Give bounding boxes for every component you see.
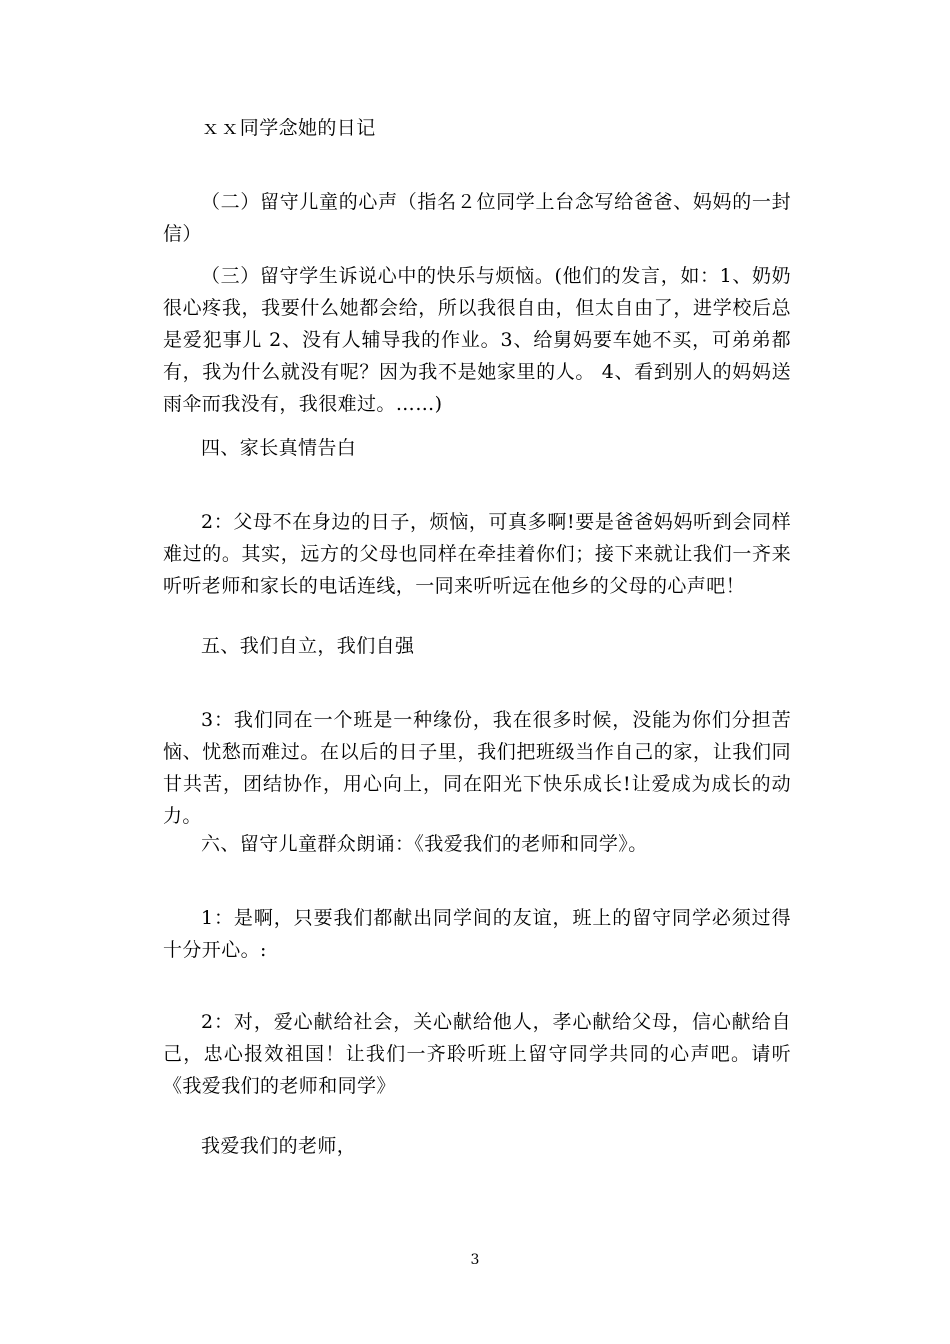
heading-section-5-self-reliance: 五、我们自立，我们自强 — [201, 635, 415, 657]
paragraph-classmate-diary: ｘｘ同学念她的日记 — [201, 117, 376, 139]
paragraph-speaker-2-parents: 2：父母不在身边的日子，烦恼，可真多啊!要是爸爸妈妈听到会同样难过的。其实，远方的父母也同样在牵挂着你们；接下来就让我们一齐来听听老师和家长的电话连线，一同来听听远在他乡的父母的心声吧！ — [163, 511, 791, 597]
paragraph-poem-first-line: 我爱我们的老师， — [201, 1135, 357, 1157]
heading-section-6-recitation: 六、留守儿童群众朗诵：《我爱我们的老师和同学》。 — [201, 833, 648, 855]
paragraph-section-2-letters: （二）留守儿童的心声（指名２位同学上台念写给爸爸、妈妈的一封信） — [163, 191, 791, 245]
paragraph-speaker-2-devotion: 2：对，爱心献给社会，关心献给他人，孝心献给父母，信心献给自己，忠心报效祖国！让我们一齐聆听班上留守同学共同的心声吧。请听《我爱我们的老师和同学》 — [163, 1011, 791, 1097]
page-number: 3 — [470, 1252, 480, 1268]
paragraph-speaker-1-friendship: 1：是啊，只要我们都献出同学间的友谊，班上的留守同学必须过得十分开心。: — [163, 907, 791, 961]
heading-section-4-parents: 四、家长真情告白 — [201, 437, 357, 459]
paragraph-section-3-joys-worries: （三）留守学生诉说心中的快乐与烦恼。(他们的发言，如：1、奶奶很心疼我，我要什么她都会给，所以我很自由，但太自由了，进学校后总是爱犯事儿 2、没有人辅导我的作业。3、给舅妈要车她不买，可弟弟都有，我为什么就没有呢？因为我不是她家里的人。 4、看到别人的妈妈送雨伞而我没有，我很难过。……) — [163, 265, 791, 415]
paragraph-speaker-3-class: 3：我们同在一个班是一种缘份，我在很多时候，没能为你们分担苦恼、忧愁而难过。在以后的日子里，我们把班级当作自己的家，让我们同甘共苦，团结协作，用心向上，同在阳光下快乐成长!让爱成为成长的动力。 — [163, 709, 791, 827]
